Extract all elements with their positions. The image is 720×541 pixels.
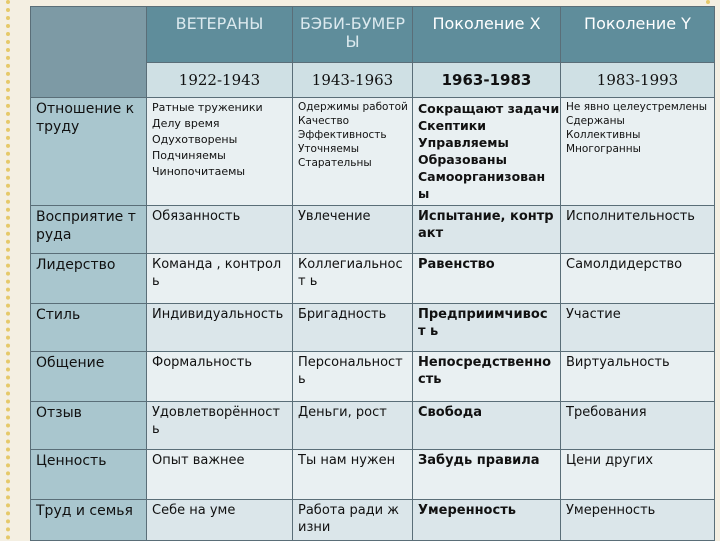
list-item: Уточняемы bbox=[298, 143, 359, 155]
table-cell: Участие bbox=[561, 304, 715, 352]
list-item: Самоорганизован ы bbox=[418, 169, 546, 201]
list-item: Качество bbox=[298, 115, 350, 127]
row-label-feedback: Отзыв bbox=[31, 402, 147, 450]
table-row bbox=[31, 98, 715, 206]
table-cell: Работа ради жизни bbox=[293, 500, 413, 541]
table-cell: Исполнительность bbox=[561, 206, 715, 254]
table-cell: Индивидуальность bbox=[147, 304, 293, 352]
row-label-attitude: Отношение к труду bbox=[31, 98, 147, 206]
table-cell: Коллегиальност ь bbox=[293, 254, 413, 304]
table-cell: Бригадность bbox=[293, 304, 413, 352]
list-item: Управляемы bbox=[418, 135, 509, 150]
row-label-communication: Общение bbox=[31, 352, 147, 402]
header-generation-y: Поколение Y bbox=[561, 7, 715, 63]
table-cell: Удовлетворённость bbox=[147, 402, 293, 450]
row-label-leadership: Лидерство bbox=[31, 254, 147, 304]
table-cell: Требования bbox=[561, 402, 715, 450]
table-cell: Опыт важнее bbox=[147, 450, 293, 500]
list-item: Старательны bbox=[298, 157, 372, 169]
list-item: Делу время bbox=[152, 117, 220, 130]
table-cell: Свобода bbox=[413, 402, 561, 450]
table-cell: Персональност ь bbox=[293, 352, 413, 402]
header-row bbox=[31, 7, 715, 63]
list-item: Коллективны bbox=[566, 129, 641, 141]
table-cell: Формальность bbox=[147, 352, 293, 402]
years-generation-x: 1963-1983 bbox=[413, 63, 561, 98]
cell-attitude-baby-boomers bbox=[293, 98, 413, 206]
table-cell: Умеренность bbox=[561, 500, 715, 541]
cell-attitude-generation-x bbox=[413, 98, 561, 206]
list-item: Подчиняемы bbox=[152, 149, 226, 162]
list-item: Сокращают задачи bbox=[418, 101, 560, 116]
list-item: Эффективность bbox=[298, 129, 387, 141]
table-row bbox=[31, 254, 715, 304]
years-generation-y: 1983-1993 bbox=[561, 63, 715, 98]
generations-table bbox=[30, 6, 715, 541]
table-row bbox=[31, 304, 715, 352]
list-item: Многогранны bbox=[566, 143, 641, 155]
row-label-perception: Восприятие труда bbox=[31, 206, 147, 254]
list-item: Скептики bbox=[418, 118, 487, 133]
table-row bbox=[31, 206, 715, 254]
list-item: Образованы bbox=[418, 152, 507, 167]
table-cell: Цени других bbox=[561, 450, 715, 500]
row-label-value: Ценность bbox=[31, 450, 147, 500]
row-label-work-family: Труд и семья bbox=[31, 500, 147, 541]
table-cell: Увлечение bbox=[293, 206, 413, 254]
table-cell: Испытание, контракт bbox=[413, 206, 561, 254]
table-cell: Команда , контроль bbox=[147, 254, 293, 304]
header-generation-x: Поколение Х bbox=[413, 7, 561, 63]
table-cell: Предприимчивост ь bbox=[413, 304, 561, 352]
list-item: Не явно целеустремлены bbox=[566, 101, 708, 113]
table-row bbox=[31, 402, 715, 450]
list-item: Ратные труженики bbox=[152, 101, 263, 114]
header-veterans: ВЕТЕРАНЫ bbox=[147, 7, 293, 63]
table-cell: Виртуальность bbox=[561, 352, 715, 402]
list-item: Чинопочитаемы bbox=[152, 165, 246, 178]
list-item: Сдержаны bbox=[566, 115, 625, 127]
table-cell: Себе на уме bbox=[147, 500, 293, 541]
list-item: Одухотворены bbox=[152, 133, 238, 146]
years-veterans: 1922-1943 bbox=[147, 63, 293, 98]
table-cell: Умеренность bbox=[413, 500, 561, 541]
table-cell: Ты нам нужен bbox=[293, 450, 413, 500]
table-cell: Самолдидерство bbox=[561, 254, 715, 304]
table-cell: Деньги, рост bbox=[293, 402, 413, 450]
cell-attitude-generation-y bbox=[561, 98, 715, 206]
cell-attitude-veterans bbox=[147, 98, 293, 206]
table-cell: Равенство bbox=[413, 254, 561, 304]
corner-cell bbox=[31, 7, 147, 98]
table-cell: Обязанность bbox=[147, 206, 293, 254]
years-baby-boomers: 1943-1963 bbox=[293, 63, 413, 98]
table-cell: Забудь правила bbox=[413, 450, 561, 500]
list-item: Одержимы работой bbox=[298, 101, 408, 113]
table-row bbox=[31, 352, 715, 402]
table-cell: Непосредственно сть bbox=[413, 352, 561, 402]
row-label-style: Стиль bbox=[31, 304, 147, 352]
table-row bbox=[31, 500, 715, 541]
table-row bbox=[31, 450, 715, 500]
header-baby-boomers: БЭБИ-БУМЕРЫ bbox=[293, 7, 413, 63]
